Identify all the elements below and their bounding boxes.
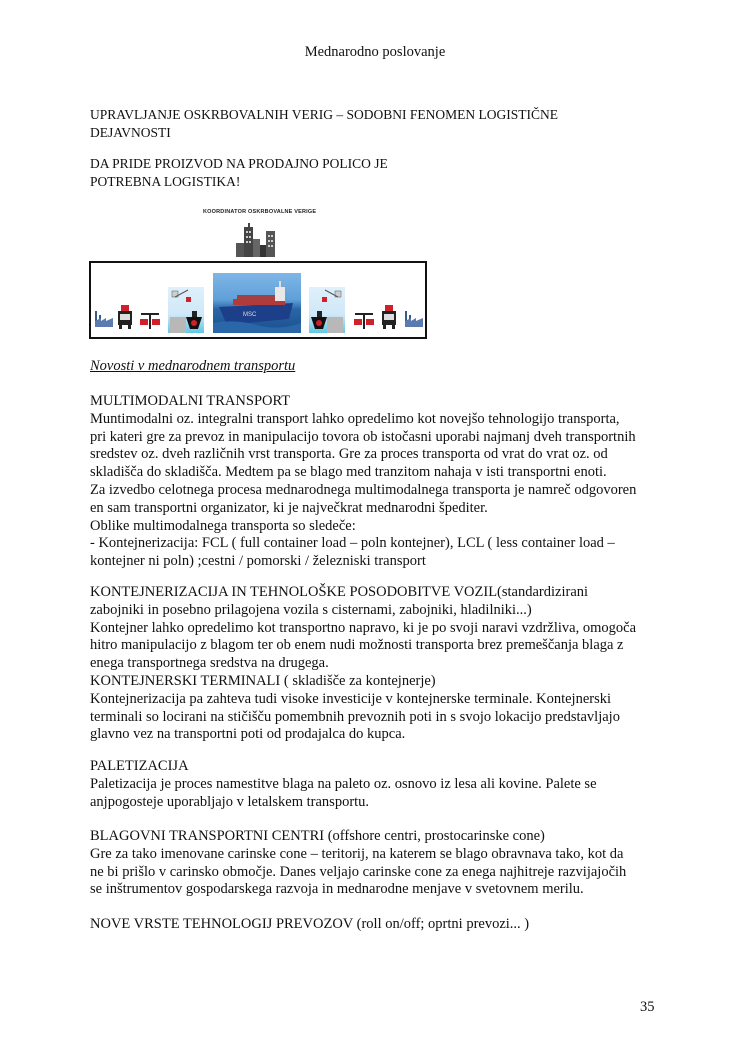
paragraph-line: sredstev oz. dveh različnih vrst transporta. Gre za proces transporta od vrat do vrat oz. od xyxy=(90,446,608,463)
paragraph-line: kontejner ni poln) ;cestni / pomorski / železniski transport xyxy=(90,553,426,570)
port-crane-ship-icon xyxy=(309,287,345,333)
paragraph-line: Gre za tako imenovane carinske cone – teritorij, na katerem se blago obravnava tako, kot da xyxy=(90,845,624,862)
section-kontejnerizacija xyxy=(90,584,675,744)
figure-frame xyxy=(89,261,427,339)
intro-subtitle xyxy=(90,155,670,191)
section-nove-vrste xyxy=(90,916,675,934)
paragraph-line: Kontejner lahko opredelimo kot transportno napravo, ki je po svoji naravi vzdržliva, omogoča xyxy=(90,619,637,636)
section-blagovni-centri xyxy=(90,828,675,899)
paragraph-line: en sam transportni organizator, ki je največkrat mednarodni špediter. xyxy=(90,499,488,516)
paragraph-line: Muntimodalni oz. integralni transport lahko opredelimo kot novejšo tehnologijo transporta, xyxy=(90,410,620,427)
intro-title-line: UPRAVLJANJE OSKRBOVALNIH VERIG – SODOBNI FENOMEN LOGISTIČNE xyxy=(90,107,559,122)
crane-pallet-icon xyxy=(139,313,161,329)
paragraph-line: KONTEJNERSKI TERMINALI ( skladišče za kontejnerje) xyxy=(90,672,436,689)
paragraph-line: glavno vez na transportni poti od prodajalca do kupca. xyxy=(90,726,406,743)
paragraph-line: pri kateri gre za prevoz in manipulacijo tovora ob istočasni uporabi najmanj dveh transportnih xyxy=(90,428,636,445)
paragraph-line: zabojniki in posebno prilagojena vozila s cisternami, zabojniki, hladilniki...) xyxy=(90,601,532,618)
section-title-text: Novosti v mednarodnem transportu xyxy=(90,358,296,374)
paragraph-line: anjpogosteje uporabljajo v letalskem transportu. xyxy=(90,793,370,810)
paragraph-line: Za izvedbo celotnega procesa mednarodnega multimodalnega transporta je namreč odgovoren xyxy=(90,481,637,498)
paragraph-line: skladišča do skladišča. Medtem pa se blago med tranzitom nahaja v isti transportni enoti. xyxy=(90,464,607,481)
paragraph-line: hitro manipulacijo z blagom ter ob enem nudi možnosti transporta brez premeščanja blaga z xyxy=(90,637,624,654)
intro-subtitle-line: DA PRIDE PROIZVOD NA PRODAJNO POLICO JE xyxy=(90,156,388,171)
crane-pallet-icon xyxy=(353,313,375,329)
section-heading: BLAGOVNI TRANSPORTNI CENTRI (offshore centri, prostocarinske cone) xyxy=(90,828,545,844)
truck-icon xyxy=(117,305,133,329)
paragraph-line: Oblike multimodalnega transporta so sledeče: xyxy=(90,517,356,534)
container-ship-photo xyxy=(213,273,301,333)
paragraph-line: terminali so locirani na stičišču pomembnih prevoznih poti in s svojo lokacijo predstavljajo xyxy=(90,708,620,725)
intro-subtitle-line: POTREBNA LOGISTIKA! xyxy=(90,174,241,189)
page-number: 35 xyxy=(640,999,655,1015)
city-buildings-icon xyxy=(234,223,276,257)
factory-icon xyxy=(404,309,424,329)
section-multimodalni xyxy=(90,393,675,571)
paragraph-line: ne bi prišlo v carinsko območje. Danes veljajo carinske cone za enega najhitreje razvijajočih xyxy=(90,863,627,880)
paragraph-line: Kontejnerizacija pa zahteva tudi visoke investicije v kontejnerske terminale. Kontejnerski xyxy=(90,690,612,707)
paragraph-line: Paletizacija je proces namestitve blaga na paleto oz. osnovo iz lesa ali kovine. Palete se xyxy=(90,775,597,792)
section-paletizacija xyxy=(90,758,675,811)
supply-chain-figure xyxy=(88,203,430,340)
intro-title-line: DEJAVNOSTI xyxy=(90,125,171,140)
figure-caption: KOORDINATOR OSKRBOVALNE VERIGE xyxy=(203,209,317,215)
port-crane-ship-icon xyxy=(168,287,204,333)
section-heading: PALETIZACIJA xyxy=(90,758,189,774)
ship-label: MSC xyxy=(243,312,257,318)
section-heading: MULTIMODALNI TRANSPORT xyxy=(90,393,291,409)
intro-title xyxy=(90,106,670,142)
paragraph-line: - Kontejnerizacija: FCL ( full container load – poln kontejner), LCL ( less container load – xyxy=(90,535,615,552)
page-header: Mednarodno poslovanje xyxy=(304,44,446,60)
truck-icon xyxy=(381,305,397,329)
paragraph-line: enega transportnega sredstva na drugega. xyxy=(90,655,329,672)
section-heading: KONTEJNERIZACIJA IN TEHNOLOŠKE POSODOBITVE VOZIL(standardizirani xyxy=(90,584,589,600)
factory-icon xyxy=(94,309,114,329)
paragraph-line: se inštrumentov gospodarskega razvoja in mednarodne menjave v svetovnem merilu. xyxy=(90,881,584,898)
section-title xyxy=(90,358,675,376)
section-heading: NOVE VRSTE TEHNOLOGIJ PREVOZOV (roll on/off; oprtni prevozi... ) xyxy=(90,916,530,932)
